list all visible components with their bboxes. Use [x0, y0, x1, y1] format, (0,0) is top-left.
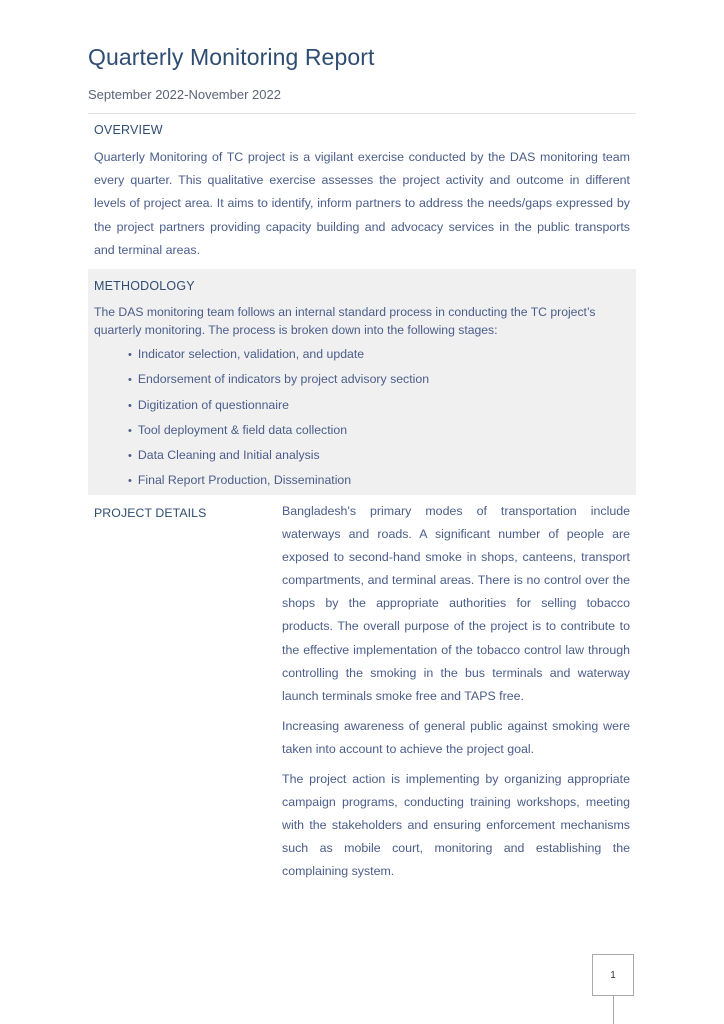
bullet-icon: •	[128, 450, 132, 463]
stage-label: Tool deployment & field data collection	[137, 422, 348, 437]
list-item	[128, 395, 429, 420]
overview-heading: OVERVIEW	[94, 123, 163, 137]
project-details-paragraph: Increasing awareness of general public against smoking were taken into account to achieve the project goal.	[282, 718, 630, 756]
list-item	[128, 344, 429, 369]
bullet-icon: •	[128, 374, 132, 387]
project-details-body	[282, 500, 630, 891]
project-details-heading: PROJECT DETAILS	[94, 506, 207, 520]
page-number-connector	[613, 996, 614, 1024]
header-divider	[88, 113, 636, 114]
methodology-heading: METHODOLOGY	[94, 279, 195, 293]
page-number-box	[592, 954, 634, 996]
list-item	[128, 420, 429, 445]
stage-label: Final Report Production, Dissemination	[137, 473, 352, 488]
report-period: September 2022-November 2022	[88, 87, 281, 102]
project-details-paragraph: Bangladesh's primary modes of transportation include waterways and roads. A significant number of people are exposed to second-hand smoke in shops, canteens, transport compartments, and terminal areas. There is no control over the shops by the appropriate authorities for selling tobacco products. The overall purpose of the project is to contribute to the effective implementation of the tobacco control law through controlling the smoking in the bus terminals and waterway launch terminals smoke free and TAPS free.	[282, 504, 630, 703]
methodology-section	[88, 269, 636, 495]
overview-text: Quarterly Monitoring of TC project is a vigilant exercise conducted by the DAS monitoring team every quarter. This qualitative exercise assesses the project activity and outcome in different levels of project area. It aims to identify, inform partners to address the needs/gaps expressed by the project partners providing capacity building and advocacy services in the public transports and terminal areas.	[94, 150, 630, 257]
stage-label: Digitization of questionnaire	[137, 397, 289, 412]
methodology-intro: The DAS monitoring team follows an internal standard process in conducting the TC project’s quarterly monitoring. The process is broken down into the following stages:	[94, 305, 596, 337]
stage-label: Endorsement of indicators by project advisory section	[137, 372, 430, 387]
bullet-icon: •	[128, 349, 132, 361]
list-item	[128, 445, 429, 470]
bullet-icon: •	[128, 424, 132, 437]
page-number: 1	[610, 969, 616, 981]
bullet-icon: •	[128, 475, 132, 488]
stage-label: Data Cleaning and Initial analysis	[137, 448, 320, 463]
list-item	[128, 369, 429, 394]
overview-section	[88, 116, 636, 268]
methodology-stage-list	[128, 344, 429, 496]
stage-label: Indicator selection, validation, and update	[137, 347, 365, 361]
list-item	[128, 470, 429, 495]
project-details-paragraph: The project action is implementing by organizing appropriate campaign programs, conducting training workshops, meeting with the stakeholders and ensuring enforcement mechanisms such as mobile court, monitoring and establishing the complaining system.	[282, 772, 630, 879]
bullet-icon: •	[128, 399, 132, 412]
report-title: Quarterly Monitoring Report	[88, 44, 375, 70]
